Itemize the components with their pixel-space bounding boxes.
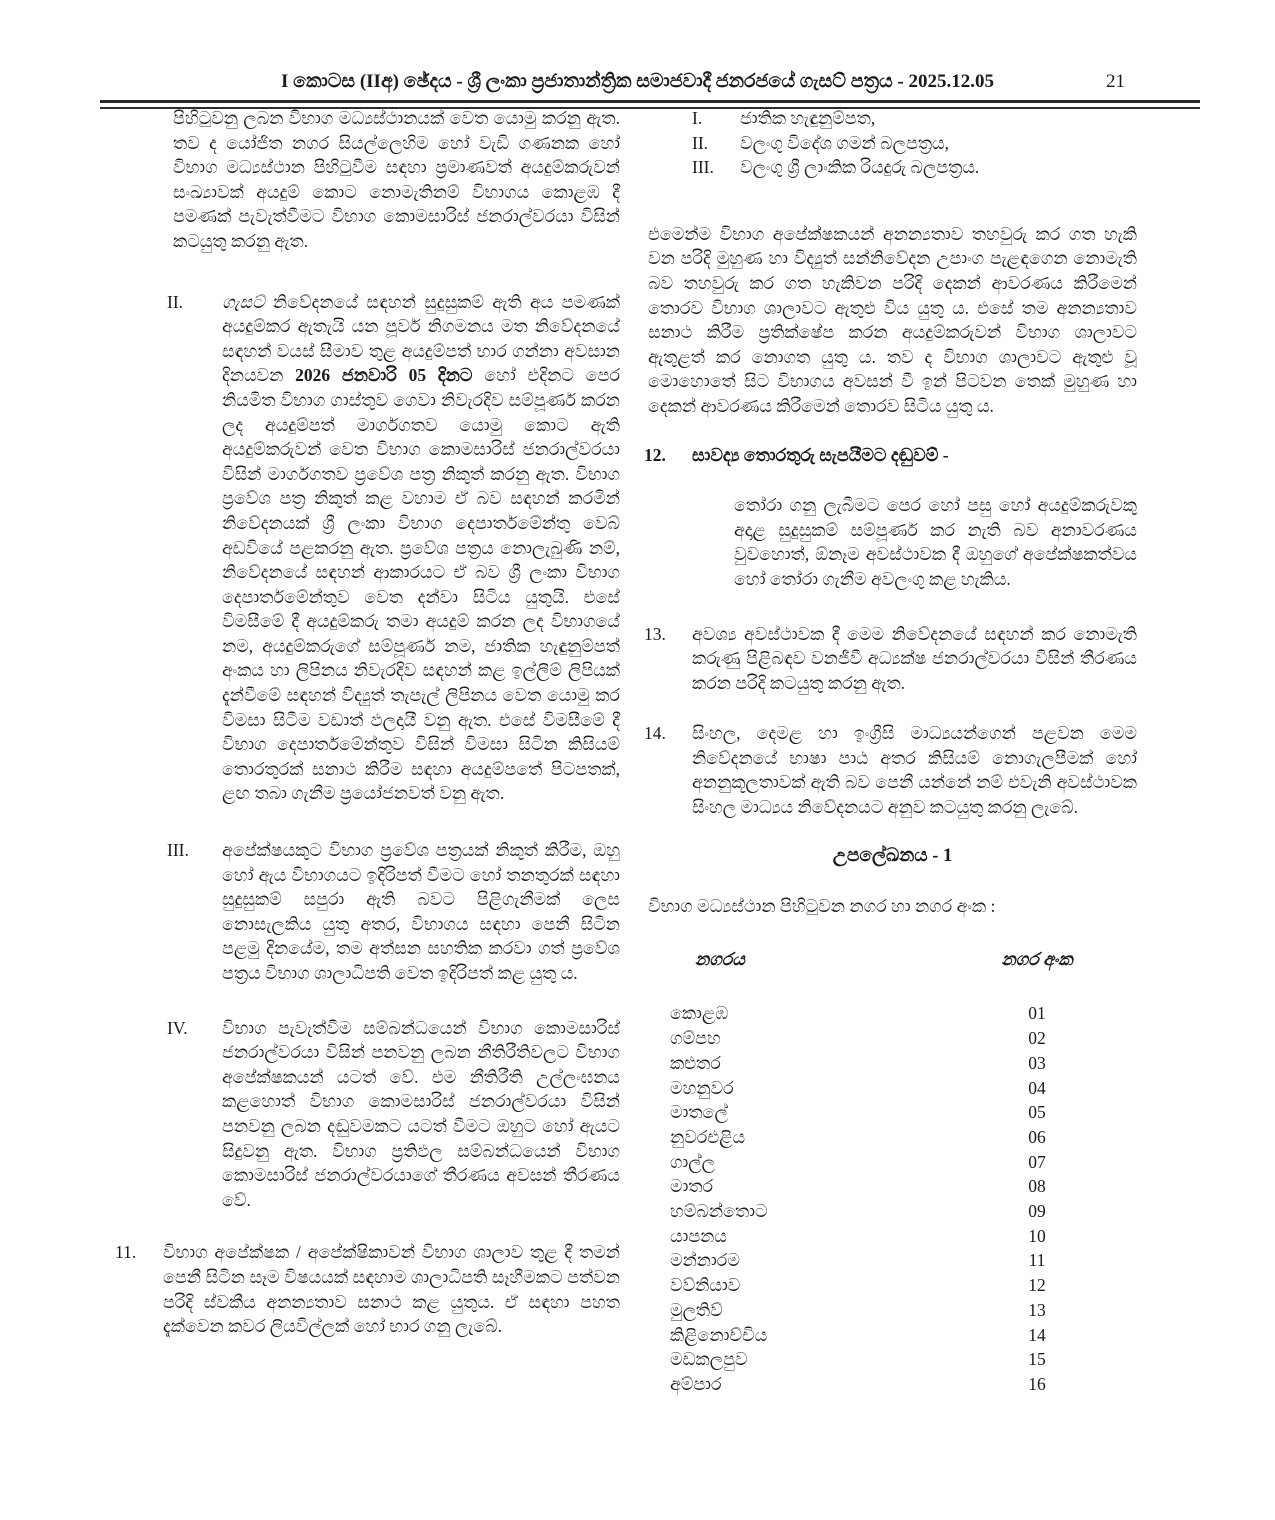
- city-code: 02: [1028, 1028, 1046, 1049]
- clause-III-text: අපේක්ෂයකුට විභාග ප්‍රවේශ පත්‍රයක් නිකුත් කිරීම, ඔහු හෝ ඇය විභාගයට ඉදිරිපත් වීමට හෝ තනතුරක් සඳහා සුදුසුකම් සපුරා ඇති බවට පිළිගැනීමක් ලෙස නොසැලකිය යුතු අතර, විභාගය සඳහා පෙනී සිටින පළමු දිනයේම, තම අත්සන සහතික කරවා ගත් ප්‍රවේශ පත්‍රය විභාග ශාලාධිපති වෙත ඉදිරිපත් කළ යුතු ය.: [222, 840, 620, 983]
- clause-II: [115, 290, 620, 806]
- table-row: [648, 1199, 1137, 1224]
- city-code: 05: [1028, 1102, 1046, 1123]
- id-option-II: [648, 131, 1137, 156]
- city-name: මුලතිව්: [670, 1299, 723, 1320]
- city-name: ගම්පහ: [670, 1028, 721, 1049]
- id-option-I-text: ජාතික හැඳුනුම්පත,: [740, 108, 876, 128]
- clause-14-number: 14.: [644, 723, 666, 744]
- column-header-code: නගර අංක: [1001, 948, 1073, 969]
- table-row: [648, 1347, 1137, 1372]
- city-name: කළුතර: [670, 1052, 721, 1073]
- clause-II-text-a: නිවේදනයේ සඳහන් සුදුසුකම් ඇති අය පමණක් අයදුම්කර ඇතැයි යන පූර්ව නිගමනය මත නිවේදනයේ සඳහන් වයස් සීමාව තුළ අයදුම්පත් භාර ගන්නා අවසාන දිනයවන: [222, 291, 620, 386]
- table-row: [648, 1298, 1137, 1323]
- city-code: 09: [1028, 1201, 1046, 1222]
- clause-13-number: 13.: [644, 623, 666, 644]
- table-row: [648, 1323, 1137, 1348]
- city-name: මාතලේ: [670, 1102, 728, 1123]
- id-option-III-number: III.: [692, 157, 714, 178]
- clause-III-number: III.: [167, 840, 189, 861]
- city-code: 01: [1028, 1003, 1046, 1024]
- schedule-table: [648, 1001, 1137, 1396]
- clause-13-text: අවශ්‍ය අවස්ථාවක දී මෙම නිවේදනයේ සඳහන් කර නොමැති කරුණු පිළිබඳව වනජීවී අධ්‍යක්ෂ ජනරාල්වරයා විසින් තීරණය කරන පරිදි කටයුතු කරනු ඇත.: [692, 623, 1137, 693]
- city-name: මඩකලපුව: [670, 1349, 748, 1370]
- table-row: [648, 1076, 1137, 1101]
- id-option-I-number: I.: [692, 108, 703, 128]
- city-name: මහනුවර: [670, 1077, 734, 1098]
- clause-II-number: II.: [167, 291, 184, 312]
- schedule-table-header: [648, 947, 1137, 972]
- clause-12: [644, 443, 1137, 592]
- clause-IV: [115, 1016, 620, 1213]
- id-option-III: [648, 155, 1137, 180]
- clause-11: [115, 1240, 620, 1338]
- city-name: යාපනය: [670, 1225, 727, 1246]
- id-option-II-text: වලංගු විදේශ ගමන් බලපත්‍රය,: [740, 132, 949, 153]
- table-row: [648, 1150, 1137, 1175]
- city-name: අම්පාර: [670, 1373, 722, 1394]
- table-row: [648, 1248, 1137, 1273]
- city-name: කිළිනොච්චිය: [670, 1324, 768, 1345]
- city-name: මන්නාරම: [670, 1250, 740, 1271]
- table-row: [648, 1051, 1137, 1076]
- city-name: නුවරඑළිය: [670, 1126, 746, 1147]
- city-name: කොළඹ: [670, 1003, 729, 1024]
- city-code: 07: [1028, 1151, 1046, 1172]
- clause-12-heading: සාවද්‍ය තොරතුරු සැපයීමට දඬුවම් -: [692, 444, 949, 465]
- clause-II-text-b: හෝ එදිනට පෙර නියමිත විභාග ගාස්තුව ගෙවා නිවැරදිව සම්පූර්ණ කරන ලද අයදුම්පත් මාර්ගගතව යොමු කොට ඇති අයදුම්කරුවන් වෙත විභාග කොමසාරිස් ජනරාල්වරයා විසින් මාර්ගගතව ප්‍රවේශ පත්‍ර නිකුත් කරනු ඇත. විභාග ප්‍රවේශ පත්‍ර නිකුත් කළ වහාම ඒ බව සඳහන් කරමින් නිවේදනයක් ශ්‍රී ලංකා විභාග දෙපාර්තමේන්තු වෙබ් අඩවියේ පළකරනු ඇත. ප්‍රවේශ පත්‍රය නොලැබුණි නම්, නිවේදනයේ සඳහන් ආකාරයට ඒ බව ශ්‍රී ලංකා විභාග දෙපාර්තමේන්තුව වෙත දන්වා සිටිය යුතුයි. එසේ විමසීමේ දී අයදුම්කරු තමා අයදුම් කරන ලද විභාගයේ නම, අයදුම්කරුගේ සම්පූර්ණ නම, ජාතික හැඳුනුම්පත් අංකය හා ලිපිනය නිවැරදිව සඳහන් කළ ඉල්ලීම් ලිපියක් දැන්වීමේ සඳහන් විද්‍යුත් තැපැල් ලිපිනය වෙත යොමු කර විමසා සිටීම වඩාත් ඵලදායී වනු ඇත. එසේ විමසීමේ දී විභාග දෙපාර්තමේන්තුව විසින් විමසා සිටින කිසියම් තොරතුරක් සනාථ කිරීම සඳහා අයදුම්පතේ පිටපතක්, ළඟ තබා ගැනීම ප්‍රයෝජනවත් වනු ඇත.: [222, 365, 621, 804]
- city-code: 08: [1028, 1176, 1046, 1197]
- table-row: [648, 1174, 1137, 1199]
- column-header-city: නගරය: [695, 948, 745, 969]
- city-name: හම්බන්තොට: [670, 1201, 768, 1222]
- clause-11-number: 11.: [115, 1242, 137, 1263]
- city-code: 15: [1028, 1349, 1046, 1370]
- page-number: 21: [1106, 71, 1125, 92]
- clause-III: [115, 838, 620, 986]
- clause-12-body: තෝරා ගනු ලැබීමට පෙර හෝ පසු හෝ අයදුම්කරුවකු අදාළ සුදුසුකම් සම්පූර්ණ කර නැති බව අනාවරණය වුවහොත්, ඕනෑම අවස්ථාවක දී ඔහුගේ අපේක්ෂකත්වය හෝ තෝරා ගැනීම අවලංගු කළ හැකිය.: [734, 495, 1137, 589]
- schedule-1-title: උපලේඛනය - 1: [832, 845, 953, 866]
- schedule-1-intro: විභාග මධ්‍යස්ථාන පිහිටුවන නගර හා නගර අංක :: [648, 896, 996, 917]
- clause-14: [644, 721, 1137, 819]
- page-header-title: I කොටස (IIඅ) ඡේදය - ශ්‍රී ලංකා ප්‍රජාතාන්ත්‍රික සමාජවාදී ජනරජයේ ගැසට් පත්‍රය - 2025.12.05: [281, 71, 994, 92]
- clause-14-text: සිංහල, දෙමළ හා ඉංග්‍රීසි මාධ්‍යයන්ගෙන් පළවන මෙම නිවේදනයේ භාෂා පාඨ අතර කිසියම් නොගැලපීමක් හෝ අනනුකූලතාවක් ඇති බව පෙනී යන්නේ නම් එවැනි අවස්ථාවක සිංහල මාධ්‍යය නිවේදනයට අනුව කටයුතු කරනු ලැබේ.: [692, 723, 1137, 818]
- clause-11-text: විභාග අපේක්ෂක / අපේක්ෂිකාවන් විභාග ශාලාව තුළ දී තමන් පෙනී සිටින සෑම විෂයයක් සඳහාම ශාලාධිපති සෑහීමකට පත්වන පරිදි ස්වකීය අනන්‍යතාව සනාථ කළ යුතුය. ඒ සඳහා පහත දැක්වෙන කවර ලියවිල්ලක් හෝ භාර ගනු ලැබේ.: [163, 1242, 620, 1337]
- city-code: 10: [1028, 1225, 1046, 1246]
- city-code: 14: [1028, 1324, 1046, 1345]
- id-option-III-text: වලංගු ශ්‍රී ලාංකික රියදුරු බලපත්‍රය.: [740, 157, 980, 178]
- city-code: 13: [1028, 1299, 1046, 1320]
- table-row: [648, 1125, 1137, 1150]
- city-code: 04: [1028, 1077, 1046, 1098]
- continuation-paragraph: පිහිටුවනු ලබන විභාග මධ්‍යස්ථානයක් වෙත යොමු කරනු ඇත. තව ද යෝජිත නගර සියල්ලෙහිම හෝ වැඩි ගණනක හෝ විභාග මධ්‍යස්ථාන පිහිටුවීම සඳහා ප්‍රමාණවත් අයදුම්කරුවන් සංඛ්‍යාවක් අයදුම් කොට නොමැතිනම් විභාගය කොළඹ දී පමණක් පැවැත්වීමට විභාග කොමසාරිස් ජනරාල්වරයා විසින් කටයුතු කරනු ඇත.: [173, 108, 620, 251]
- city-name: ගාල්ල: [670, 1151, 715, 1172]
- table-row: [648, 1001, 1137, 1026]
- id-option-II-number: II.: [692, 132, 709, 153]
- table-row: [648, 1273, 1137, 1298]
- clause-IV-number: IV.: [167, 1017, 188, 1038]
- table-row: [648, 1026, 1137, 1051]
- table-row: [648, 1224, 1137, 1249]
- city-code: 03: [1028, 1052, 1046, 1073]
- clause-IV-text: විභාග පැවැත්වීම සම්බන්ධයෙන් විභාග කොමසාරිස් ජනරාල්වරයා විසින් පනවනු ලබන නීතිරීතිවලට විභාග අපේක්ෂකයන් යටත් වේ. එම නීතිරීති උල්ලංඝනය කළහොත් විභාග කොමසාරිස් ජනරාල්වරයා විසින් පනවනු ලබන දඬුවමකට යටත් වීමට ඔහුට හෝ ඇයට සිදුවනු ඇත. විභාග ප්‍රතිඵල සම්බන්ධයෙන් විභාග කොමසාරිස් ජනරාල්වරයාගේ තීරණය අවසන් තීරණය වේ.: [222, 1017, 620, 1210]
- city-code: 11: [1028, 1250, 1046, 1271]
- left-column: [115, 106, 620, 1339]
- clause-II-text-italic: ගැසට්: [222, 291, 265, 312]
- clause-12-number: 12.: [644, 444, 666, 465]
- identity-verification-paragraph: එමෙන්ම විභාග අපේක්ෂකයන් අනන්‍යතාව තහවුරු කර ගත හැකි වන පරිදි මුහුණ හා විද්‍යුත් සන්නිවේදන උපාංග පැළඳගෙන නොමැති බව තහවුරු කර ගත හැකිවන පරිදි දෙකන් ආවරණය කිරීමෙන් තොරව විභාග ශාලාවට ඇතුළු විය යුතු ය. එසේ තම අනන්‍යතාව සනාථ කිරීම ප්‍රතික්ෂේප කරන අයදුම්කරුවන් විභාග ශාලාවට ඇතුළත් කර නොගත යුතු ය. තව ද විභාග ශාලාවට ඇතුළු වූ මොහොතේ සිට විභාගය අවසන් වී ඉන් පිටවන තෙක් මුහුණ හා දෙකන් ආවරණය කිරීමෙන් තොරව සිටිය යුතු ය.: [648, 223, 1137, 416]
- city-name: වව්නියාව: [670, 1275, 741, 1296]
- id-option-I: [648, 106, 1137, 131]
- city-name: මාතර: [670, 1176, 714, 1197]
- table-row: [648, 1100, 1137, 1125]
- right-column: [644, 106, 1137, 1397]
- clause-13: [644, 622, 1137, 696]
- clause-II-deadline-bold: 2026 ජනවාරි 05 දිනට: [295, 365, 473, 386]
- table-row: [648, 1372, 1137, 1397]
- city-code: 12: [1028, 1275, 1046, 1296]
- city-code: 06: [1028, 1126, 1046, 1147]
- city-code: 16: [1028, 1373, 1046, 1394]
